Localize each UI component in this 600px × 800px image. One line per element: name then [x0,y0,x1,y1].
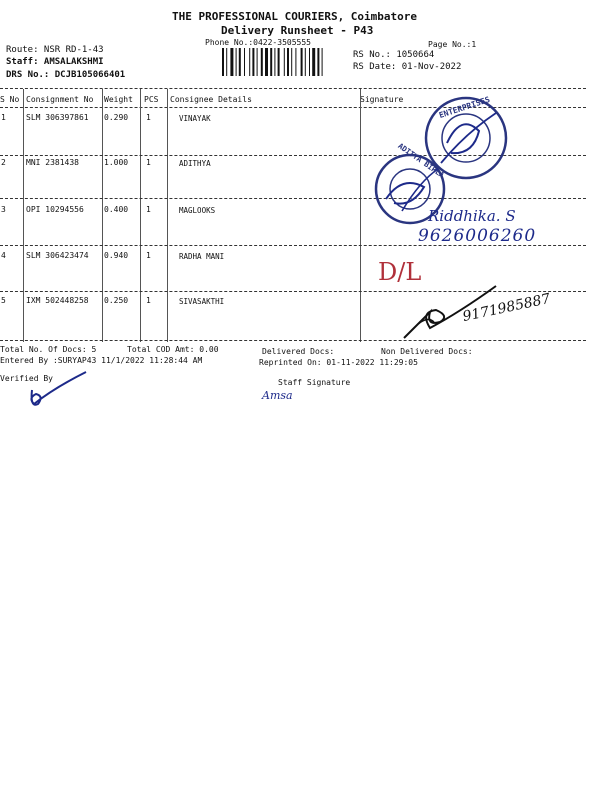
row-sno: 3 [1,205,6,214]
row-sno: 4 [1,251,6,260]
barcode [222,48,344,76]
row-consignment: SLM 306397861 [26,113,89,122]
column-divider [23,89,24,342]
row-weight: 0.400 [104,205,129,214]
col-header-signature: Signature [360,95,404,104]
handwritten-phone: 9171985887 [461,290,552,326]
col-header-consignee: Consignee Details [170,95,252,104]
row-weight: 1.000 [104,158,129,167]
row-consignment: OPI 10294556 [26,205,84,214]
col-header-consignment: Consignment No [26,95,94,104]
verified-by: Verified By [0,374,53,383]
row-consignment: MNI 2381438 [26,158,79,167]
row-sno: 2 [1,158,6,167]
dl-mark: D/L [378,258,422,286]
handwritten-phone: 9626006260 [418,226,537,246]
row-consignee: RADHA MANI [179,252,225,261]
rs-date: RS Date: 01-Nov-2022 [353,62,462,72]
staff-label: Staff: AMSALAKSHMI [6,57,104,67]
row-consignment: IXM 502448258 [26,296,89,305]
row-pcs: 1 [146,205,151,214]
verifier-signature [24,368,94,408]
row-weight: 0.290 [104,113,129,122]
column-divider [140,89,141,342]
rs-number: RS No.: 1050664 [353,50,435,60]
drs-number: DRS No.: DCJB105066401 [6,70,126,80]
stamp-text: ADITYA BIRLA [396,141,446,180]
row-consignee: VINAYAK [179,114,211,123]
handwritten-name: Riddhika. S [428,207,516,225]
row-sno: 5 [1,296,6,305]
entered-by: Entered By :SURYAP43 11/1/2022 11:28:44 AM [0,356,203,365]
staff-initials: Amsa [262,389,293,402]
phone-number: Phone No.:0422-3505555 [205,38,311,47]
col-header-pcs: PCS [144,95,159,104]
row-consignee: ADITHYA [179,159,211,168]
stamp-text: ENTERPRISES [437,95,492,120]
row-consignee: MAGLOOKS [179,206,216,215]
reprinted-on: Reprinted On: 01-11-2022 11:29:05 [259,358,418,367]
total-docs: Total No. Of Docs: 5 [0,345,97,354]
delivered-docs: Delivered Docs: [262,347,335,356]
company-title: THE PROFESSIONAL COURIERS, Coimbatore [172,10,418,23]
column-divider [102,89,103,342]
row-consignee: SIVASAKTHI [179,297,225,306]
row-weight: 0.940 [104,251,129,260]
row-pcs: 1 [146,251,151,260]
total-cod: Total COD Amt: 0.00 [127,345,219,354]
table-top-rule [0,88,586,89]
row-weight: 0.250 [104,296,129,305]
page-number: Page No.:1 [428,40,477,49]
row-pcs: 1 [146,296,151,305]
row-consignment: SLM 306423474 [26,251,89,260]
staff-signature-label: Staff Signature [278,378,351,387]
runsheet-title: Delivery Runsheet - P43 [221,24,374,37]
row-pcs: 1 [146,158,151,167]
col-header-sno: S No [0,95,20,104]
row-pcs: 1 [146,113,151,122]
route-label: Route: NSR RD-1-43 [6,45,104,55]
column-divider [167,89,168,342]
col-header-weight: Weight [104,95,133,104]
non-delivered-docs: Non Delivered Docs: [381,347,473,356]
row-rule [0,198,586,199]
column-divider [360,89,361,342]
row-sno: 1 [1,113,6,122]
